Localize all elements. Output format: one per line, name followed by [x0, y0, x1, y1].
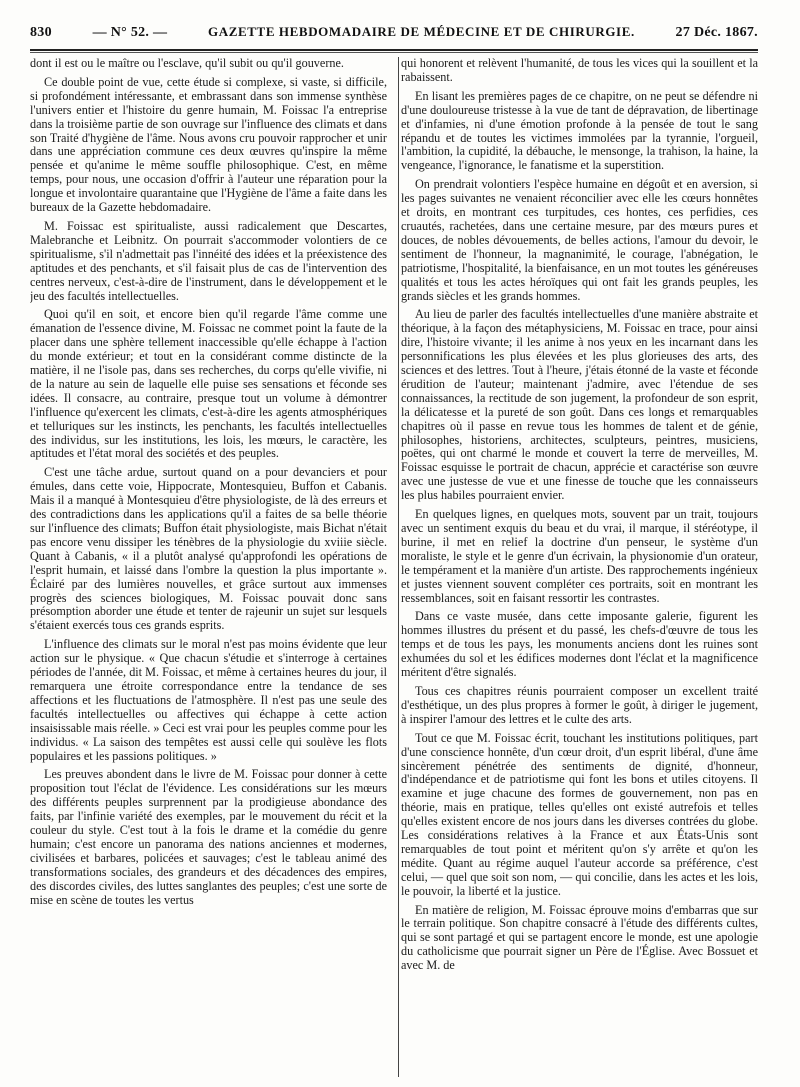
page-number: 830: [30, 25, 52, 40]
right-column: [401, 57, 758, 1079]
paragraph: On prendrait volontiers l'espèce humaine en dégoût et en aversion, si les pages suivantes ne venaient réconcilier avec elle les cœurs honnêtes et droits, en montrant ces turpitudes, ces hontes, ces perfidies, ces cruautés, rachetées, dans une certaine mesure, par des mœurs pures et douces, de nobles dévouements, de belles actions, l'amour du devoir, le sentiment de l'honneur, la magnanimité, le courage, l'abnégation, le patriotisme, l'hospitalité, la bienfaisance, en un mot toutes les généreuses qualités et tous les actes héroïques qui ont fait les grands peuples, les grands siècles et les grands hommes.: [401, 177, 758, 303]
paragraph: En lisant les premières pages de ce chapitre, on ne peut se défendre ni d'une douloureuse tristesse à la vue de tant de dépravation, de libertinage et d'infamies, ni d'une émotion profonde à la pensée de tout le sang répandu et de toutes les victimes immolées par la tyrannie, l'orgueil, l'ambition, la cupidité, la débauche, le mensonge, la trahison, la haine, la vengeance, l'ignorance, le fanatisme et la superstition.: [401, 88, 758, 173]
publication-title: GAZETTE HEBDOMADAIRE DE MÉDECINE ET DE CHIRURGIE.: [208, 24, 635, 39]
article-body: [30, 57, 758, 1079]
paragraph: En quelques lignes, en quelques mots, souvent par un trait, toujours avec un sentiment exquis du beau et du vrai, il marque, il stéréotype, il burine, il met en relief la doctrine d'un penseur, le système d'un moraliste, le style et le genre d'un écrivain, la physionomie d'un orateur, le tempérament et la manière d'un artiste. Des rapprochements ingénieux et justes viennent souvent compléter ces portraits, soit en montrant les ressemblances, soit en faisant ressortir les contrastes.: [401, 507, 758, 605]
paragraph: L'influence des climats sur le moral n'est pas moins évidente que leur action sur le physique. « Que chacun s'étudie et s'interroge à certaines périodes de l'année, dit M. Foissac, et même à certaines heures du jour, il remarquera une étroite correspondance entre la tendance de ses affections et les fluctuations de l'atmosphère. Il n'est pas une seule des facultés intellectuelles ou affectives qui échappe à cette action insaisissable mais réelle. » Ceci est vrai pour les peuples comme pour les individus. « La saison des tempêtes est aussi celle qui soulève les flots populaires et les passions politiques. »: [30, 637, 387, 763]
issue-date: 27 Déc. 1867.: [675, 25, 758, 40]
paragraph: qui honorent et relèvent l'humanité, de tous les vices qui la souillent et la rabaissent.: [401, 57, 758, 84]
paragraph: Quoi qu'il en soit, et encore bien qu'il regarde l'âme comme une émanation de l'essence divine, M. Foissac ne commet point la faute de la placer dans une sphère tellement inaccessible qu'elle échappe à l'action du monde extérieur; et tout en la considérant comme distincte de la matière, il ne l'isole pas, dans ses recherches, du corps qu'elle vivifie, ni de la nature au sein de laquelle elle puise ses sensations et féconde ses idées. Il consacre, au contraire, presque tout un volume à démontrer l'influence qu'exercent les climats, c'est-à-dire les agents atmosphériques et telluriques sur les instincts, les penchants, les facultés intellectuelles des individus, sur les institutions, les lois, les mœurs, le caractère, les aptitudes et l'état moral des sociétés et des peuples.: [30, 307, 387, 461]
paragraph: dont il est ou le maître ou l'esclave, qu'il subit ou qu'il gouverne.: [30, 57, 344, 70]
paragraph: Au lieu de parler des facultés intellectuelles d'une manière abstraite et théorique, à la façon des métaphysiciens, M. Foissac en trace, pour ainsi dire, l'histoire vivante; il les anime à nos yeux en les incarnant dans les personnifications les plus élevées et les plus glorieuses des arts, des sciences et des lettres. Tout à l'heure, j'étais étonné de la vaste et féconde érudition de l'auteur; maintenant j'admire, avec l'étendue de ses connaissances, la rectitude de son jugement, la profondeur de son esprit, la délicatesse et la pureté de son goût. Dans ces longs et remarquables chapitres où il passe en revue tous les hommes de talent et de génie, philosophes, historiens, architectes, sculpteurs, peintres, musiciens, poëtes, qui ont charmé le monde et couvert la terre de merveilles, M. Foissac esquisse le portrait de chacun, apprécie et caractérise son œuvre avec une justesse de vue et une finesse de touche que les connaisseurs les plus habiles pourraient envier.: [401, 307, 758, 503]
paragraph: M. Foissac est spiritualiste, aussi radicalement que Descartes, Malebranche et Leibnitz. On pourrait s'accommoder volontiers de ce spiritualisme, s'il n'admettait pas l'innéité des idées et la préexistence des aptitudes et des penchants, et s'il faisait plus de cas de l'intervention des centres nerveux, c'est-à-dire de l'instrument, dans le développement et le jeu des facultés intellectuelles.: [30, 218, 387, 303]
header-rule-thin: [30, 52, 758, 53]
issue-number: — N° 52. —: [92, 25, 168, 40]
header-rule: [30, 49, 758, 51]
paragraph: Dans ce vaste musée, dans cette imposante galerie, figurent les hommes illustres du présent et du passé, les chefs-d'œuvre de tous les temps et de tous les pays, les monuments anciens dont les ruines sont exhumées du sol et les édifices modernes dont l'éclat et la magnificence méritent d'être signalés.: [401, 609, 758, 680]
paragraph: Les preuves abondent dans le livre de M. Foissac pour donner à cette proposition tout l'éclat de l'évidence. Les considérations sur les mœurs des différents peuples surprennent par la prodigieuse abondance des faits, par l'infinie variété des exemples, par le mouvement du récit et la couleur du style. C'est tout à la fois le drame et la comédie du genre humain; c'est encore un panorama des nations anciennes et modernes, civilisées et barbares, policées et sauvages; c'est le tableau animé des transformations sociales, des grandeurs et des décadences des empires, des discordes civiles, des luttes sanglantes des peuples; c'est une sorte de mise en scène de toutes les vertus: [30, 767, 387, 907]
paragraph: C'est une tâche ardue, surtout quand on a pour devanciers et pour émules, dans cette voie, Hippocrate, Montesquieu, Buffon et Cabanis. Mais il a manqué à Montesquieu d'être physiologiste, de là des erreurs et des contradictions dans les applications qu'il a faites de sa belle théorie sur l'influence des climats; Buffon était physiologiste, mais Bichat n'était pas encore venu dissiper les ténèbres de la physiologie du xviiie siècle. Quant à Cabanis, « il a plutôt analysé qu'approfondi les opérations de l'esprit humain, et laissé dans l'ombre la question la plus importante ». Éclairé par des lumières nouvelles, et grâce surtout aux immenses progrès des sciences biologiques, M. Foissac pouvait donc sans présomption aborder une étude et tenter de rajeunir un sujet sur lesquels s'étaient exercés tous ces grands esprits.: [30, 465, 387, 633]
left-column: [30, 57, 387, 1079]
paragraph: Tous ces chapitres réunis pourraient composer un excellent traité d'esthétique, un des plus propres à former le goût, à diriger le jugement, à inspirer l'amour des lettres et le culte des arts.: [401, 683, 758, 726]
page-header: [30, 24, 758, 48]
paragraph: En matière de religion, M. Foissac éprouve moins d'embarras que sur le terrain politique. Son chapitre consacré à l'étude des différents cultes, qui se sont partagé et qui se partagent encore le monde, est une apologie du catholicisme que pourrait signer un Père de l'Église. Avec Bossuet et avec M. de: [401, 902, 758, 973]
paragraph: Tout ce que M. Foissac écrit, touchant les institutions politiques, part d'une conscience honnête, d'un cœur droit, d'un esprit libéral, d'une âme sincèrement pénétrée des sentiments de dignité, d'honneur, d'indépendance et de patriotisme qui font les bons et utiles citoyens. Il examine et juge chacune des formes de gouvernement, non pas en théorie, mais en pratique, telles qu'elles ont existé autrefois et telles qu'elles existent encore de nos jours dans les diverses contrées du globe. Les considérations relatives à la France et aux États-Unis sont remarquables de tout point et méritent qu'on s'y arrête et qu'on les médite. Quant au régime auquel l'auteur accorde sa préférence, c'est celui, — quel que soit son nom, — qui concilie, dans les actes et les lois, le pouvoir, la liberté et la justice.: [401, 730, 758, 898]
paragraph: Ce double point de vue, cette étude si complexe, si vaste, si difficile, si profondément intéressante, et embrassant dans son immense synthèse l'univers entier et l'histoire du genre humain, M. Foissac l'a entreprise dans la troisième partie de son ouvrage sur l'influence des climats et dans son Traité d'hygiène de l'âme. Nous avons cru pouvoir rapprocher et unir dans une appréciation commune ces deux œuvres qu'inspire la même pensée et qu'anime le même souffle philosophique. C'est, en même temps, pour nous, une occasion d'offrir à l'auteur une réparation pour la longue et involontaire quarantaine que l'Hygiène de l'âme a faite dans les bureaux de la Gazette hebdomadaire.: [30, 74, 387, 215]
